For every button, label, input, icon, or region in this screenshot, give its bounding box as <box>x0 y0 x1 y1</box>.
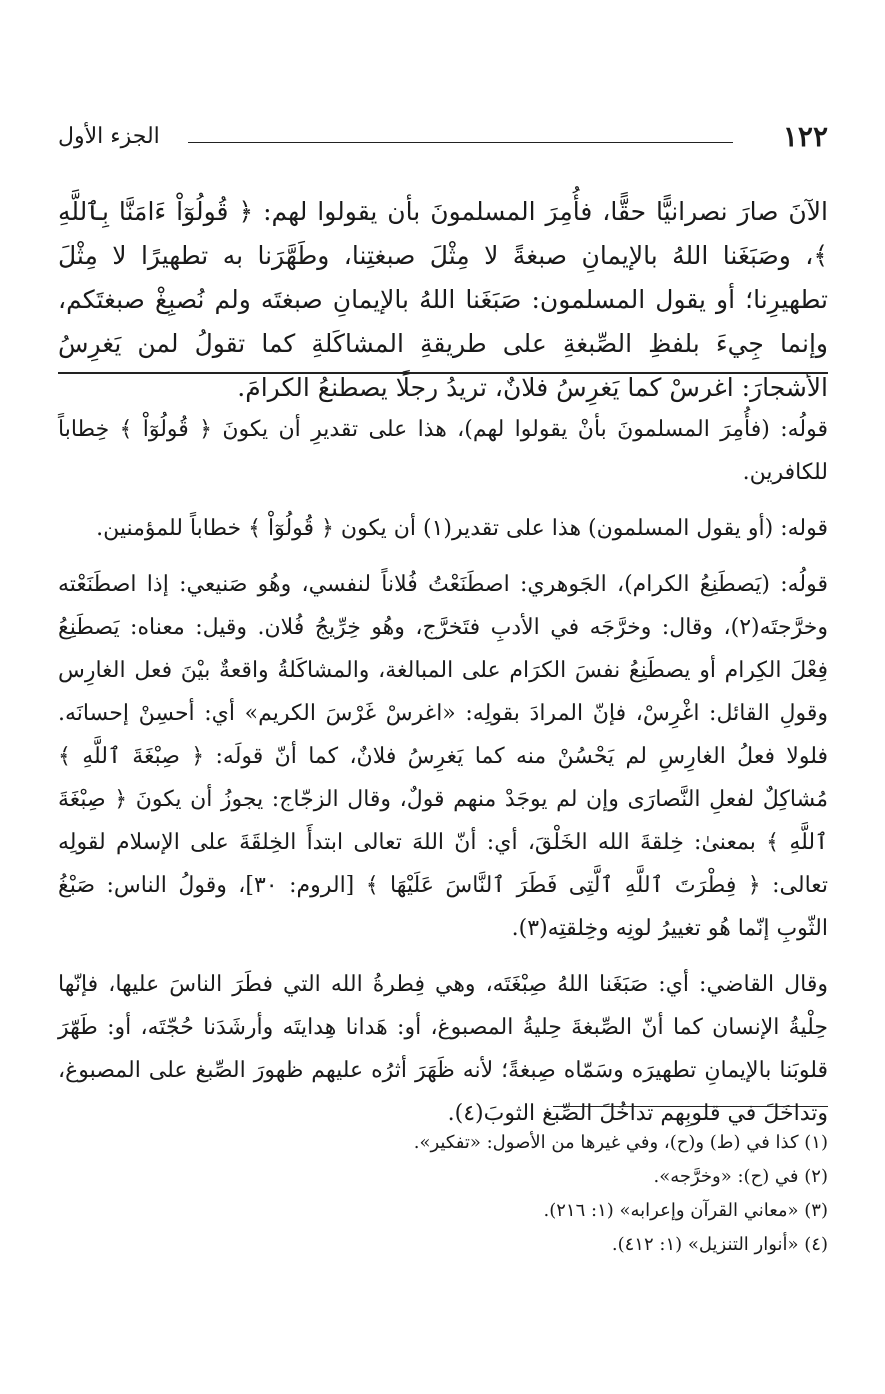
commentary-paragraph: قوله: (أو يقول المسلمون) هذا على تقدير(١) أن يكون ﴿ قُولُوٓاْ ﴾ خطاباً للمؤمنين. <box>96 516 828 541</box>
footnote: (٢) في (ح): «وخرَّجه». <box>653 1166 828 1187</box>
commentary <box>58 408 828 1148</box>
footnote: (٤) «أنوار التنزيل» (١: ٤١٢). <box>611 1234 828 1255</box>
footnote: (٣) «معاني القرآن وإعرابه» (١: ٢١٦). <box>543 1200 828 1221</box>
page-header <box>58 120 828 160</box>
commentary-paragraph: وقال القاضي: أي: صَبَغَنا اللهُ صِبْغَتَه، وهي فِطرةُ الله التي فطَرَ الناسَ عليها، فإنّها حِلْيةُ الإنسان كما أنّ الصِّبغةَ حِليةُ المصبوغ، أو: هَدانا هِدايتَه وأرشَدَنا حُجّتَه، أو: طَهّرَ قلوبَنا بالإيمانِ تطهيرَه وسَمّاه صِبغةً؛ لأنه ظَهَرَ أثرُه عليهم ظهورَ الصِّبغ على المصبوغ، وتداخَلَ في قلوبِهم تداخُلَ الصِّبغ الثوبَ(٤). <box>58 972 828 1126</box>
footnote: (١) كذا في (ط) و(ح)، وفي غيرها من الأصول: «تفكير». <box>413 1132 828 1153</box>
commentary-paragraph: قولُه: (فأُمِرَ المسلمونَ بأنْ يقولوا لهم)، هذا على تقديرِ أن يكونَ ﴿ قُولُوٓاْ ﴾ خِطاباً للكافرين. <box>58 417 828 485</box>
main-paragraph: الآنَ صارَ نصرانيًّا حقًّا، فأُمِرَ المسلمونَ بأن يقولوا لهم: ﴿ قُولُوٓاْ ءَامَنَّا بِٱللَّهِ ﴾، وصَبَغَنا اللهُ بالإيمانِ صبغةً لا مِثْلَ صبغتِنا، وطَهَّرَنا به تطهيرًا لا مِثْلَ تطهيرِنا؛ أو يقول المسلمون: صَبَغَنا اللهُ بالإيمانِ صبغتَه ولم نُصبِغْ صبغتَكم، وإنما جِيءَ بلفظِ الصِّبغةِ على طريقةِ المشاكَلةِ كما تقولُ لمن يَغرِسُ الأشجارَ: اغرسْ كما يَغرِسُ فلانٌ، تريدُ رجلًا يصطنعُ الكرامَ. <box>58 197 828 402</box>
footnote-separator <box>553 1106 828 1107</box>
volume-title: الجزء الأول <box>58 124 160 149</box>
page-number: ١٢٢ <box>782 120 828 153</box>
main-separator <box>58 372 828 374</box>
header-rule <box>188 142 733 143</box>
main-text <box>58 190 828 410</box>
commentary-paragraph: قولُه: (يَصطَنِعُ الكرام)، الجَوهري: اصطَنَعْتُ فُلاناً لنفسي، وهُو صَنيعي: إذا اصطَنَعْته وخرَّجتَه(٢)، وقال: وخرَّجَه في الأدبِ فتَخرَّج، وهُو خِرِّيجُ فُلان. وقيل: معناه: يَصطَنِعُ فِعْلَ الكِرام أو يصطَنِعُ نفسَ الكرَام على المبالغة، والمشاكَلةُ واقعةٌ بيْنَ فعل الغارِس وقولِ القائل: اغْرِسْ، فإنّ المرادَ بقولِه: «اغرسْ غَرْسَ الكريم» أي: أحسِنْ إحسانَه. فلولا فعلُ الغارِسِ لم يَحْسُنْ منه كما يَغرِسُ فلانٌ، كما أنّ قولَه: ﴿ صِبْغَةَ ٱللَّهِ ﴾ مُشاكِلٌ لفعلِ النَّصارَى وإن لم يوجَدْ منهم قولٌ، وقال الزجّاج: يجوزُ أن يكونَ ﴿ صِبْغَةَ ٱللَّهِ ﴾ بمعنىٰ: خِلقةَ الله الخَلْقَ، أي: أنّ اللهَ تعالى ابتدأَ الخِلقَةَ على الإسلام لقولِه تعالى: ﴿ فِطْرَتَ ٱللَّهِ ٱلَّتِى فَطَرَ ٱلنَّاسَ عَلَيْهَا ﴾ [الروم: ٣٠]، وقولُ الناس: صَبْغُ الثّوبِ إنّما هُو تغييرُ لونِه وخِلقتِه(٣). <box>58 572 829 941</box>
footnotes <box>58 1126 828 1262</box>
